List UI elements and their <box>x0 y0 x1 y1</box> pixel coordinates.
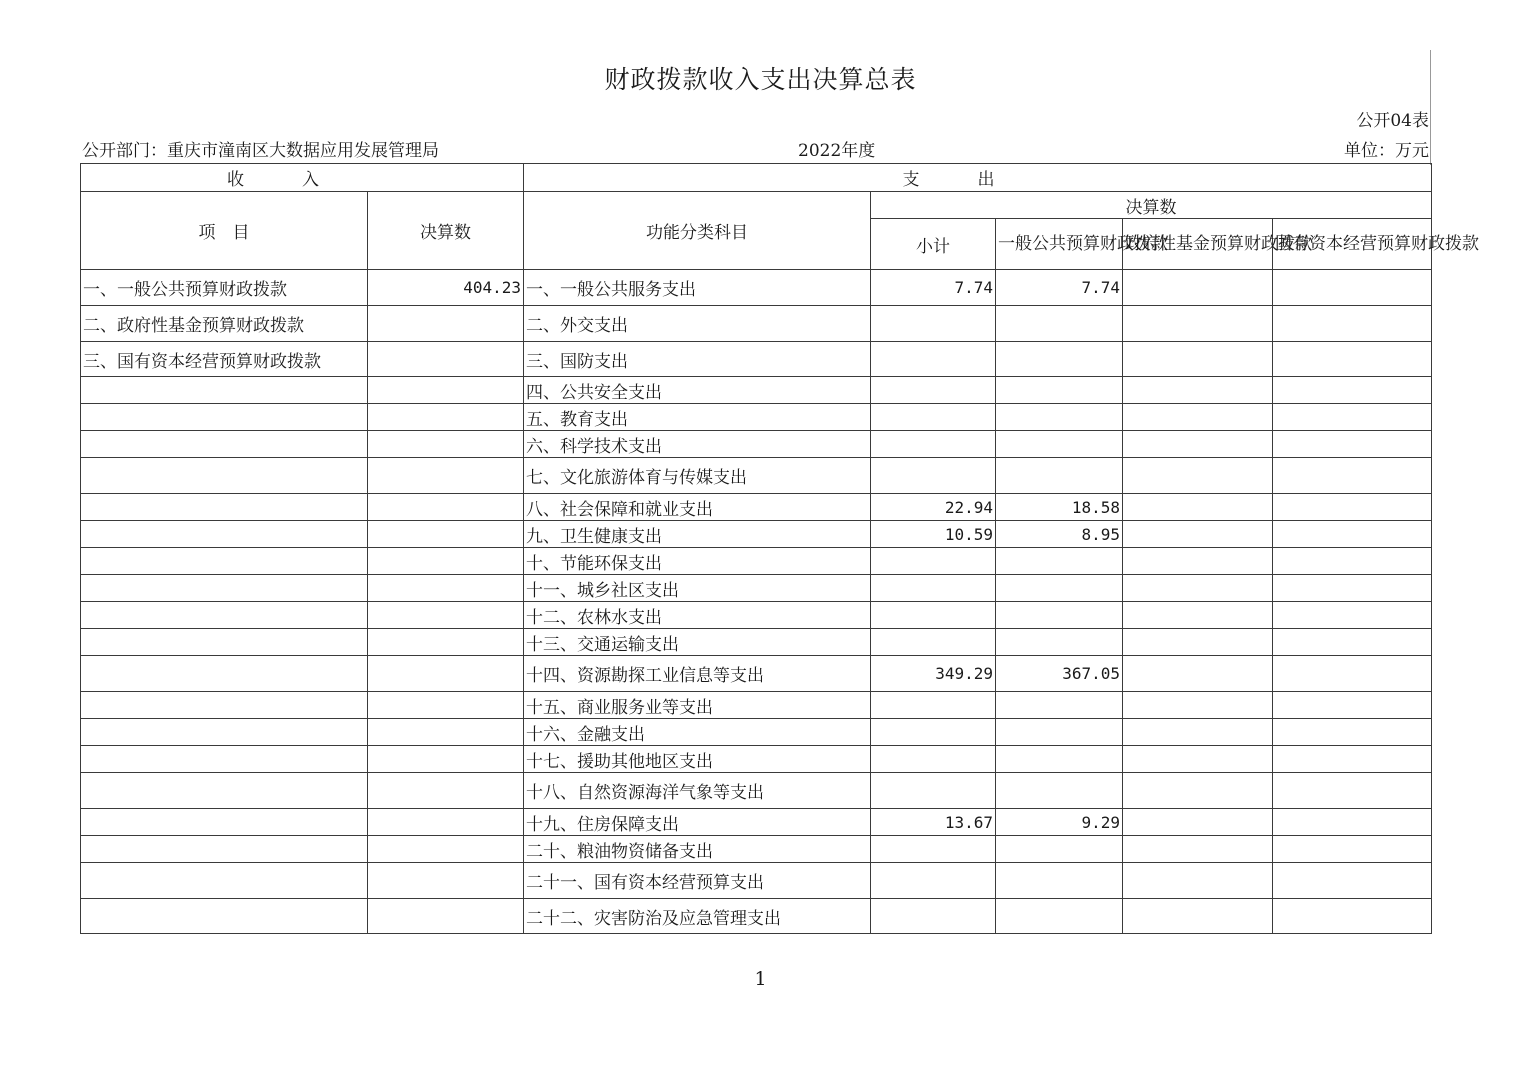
expense-item-cell: 二十二、灾害防治及应急管理支出 <box>524 899 871 934</box>
general-budget-cell <box>996 719 1123 746</box>
state-capital-cell <box>1273 404 1432 431</box>
income-item-cell <box>81 494 368 521</box>
subtotal-cell <box>871 746 996 773</box>
subtotal-cell <box>871 629 996 656</box>
general-budget-cell <box>996 575 1123 602</box>
expense-section-header: 支出 <box>524 164 1432 192</box>
income-item-cell <box>81 602 368 629</box>
table-row <box>81 575 1432 602</box>
general-budget-cell: 18.58 <box>996 494 1123 521</box>
general-budget-cell <box>996 342 1123 377</box>
expense-item-cell: 十九、住房保障支出 <box>524 809 871 836</box>
general-budget-cell <box>996 836 1123 863</box>
income-amount-cell <box>368 306 524 342</box>
gov-fund-cell <box>1123 377 1273 404</box>
income-amount-cell <box>368 377 524 404</box>
income-item-cell <box>81 692 368 719</box>
income-item-cell <box>81 746 368 773</box>
general-budget-cell <box>996 306 1123 342</box>
gov-fund-cell <box>1123 773 1273 809</box>
state-capital-cell <box>1273 306 1432 342</box>
subtotal-cell <box>871 342 996 377</box>
expense-item-cell: 四、公共安全支出 <box>524 377 871 404</box>
expense-item-cell: 二、外交支出 <box>524 306 871 342</box>
table-row <box>81 746 1432 773</box>
income-item-cell: 三、国有资本经营预算财政拨款 <box>81 342 368 377</box>
gov-fund-cell <box>1123 863 1273 899</box>
income-item-cell <box>81 656 368 692</box>
general-budget-cell <box>996 548 1123 575</box>
subtotal-cell: 10.59 <box>871 521 996 548</box>
table-row <box>81 306 1432 342</box>
general-budget-cell <box>996 746 1123 773</box>
state-capital-cell <box>1273 746 1432 773</box>
income-amount-cell <box>368 521 524 548</box>
state-capital-cell <box>1273 548 1432 575</box>
gov-fund-cell <box>1123 458 1273 494</box>
expense-item-cell: 十一、城乡社区支出 <box>524 575 871 602</box>
gov-fund-cell <box>1123 548 1273 575</box>
state-capital-cell <box>1273 494 1432 521</box>
gov-fund-cell <box>1123 746 1273 773</box>
gov-fund-cell <box>1123 404 1273 431</box>
table-row <box>81 629 1432 656</box>
table-row <box>81 692 1432 719</box>
table-row <box>81 431 1432 458</box>
gov-fund-cell <box>1123 494 1273 521</box>
income-item-cell <box>81 521 368 548</box>
gov-fund-cell <box>1123 306 1273 342</box>
general-budget-cell: 9.29 <box>996 809 1123 836</box>
income-amount-cell <box>368 548 524 575</box>
income-amount-cell <box>368 629 524 656</box>
expense-item-cell: 十五、商业服务业等支出 <box>524 692 871 719</box>
income-amount-cell <box>368 431 524 458</box>
income-amount-cell <box>368 692 524 719</box>
income-item-cell <box>81 719 368 746</box>
income-amount-cell <box>368 458 524 494</box>
subtotal-cell <box>871 306 996 342</box>
subtotal-cell: 13.67 <box>871 809 996 836</box>
state-capital-cell <box>1273 899 1432 934</box>
state-capital-cell <box>1273 458 1432 494</box>
income-section-header: 收入 <box>81 164 524 192</box>
general-budget-cell <box>996 431 1123 458</box>
state-capital-cell <box>1273 809 1432 836</box>
table-row <box>81 863 1432 899</box>
expense-item-cell: 十二、农林水支出 <box>524 602 871 629</box>
gov-fund-cell <box>1123 836 1273 863</box>
subtotal-header: 小计 <box>871 219 996 270</box>
gov-fund-cell <box>1123 521 1273 548</box>
gov-fund-budget-header: 政府性基金预算财政拨款 <box>1123 219 1273 270</box>
state-capital-cell <box>1273 692 1432 719</box>
subtotal-cell: 7.74 <box>871 270 996 306</box>
gov-fund-cell <box>1123 602 1273 629</box>
general-budget-cell <box>996 377 1123 404</box>
income-item-cell <box>81 548 368 575</box>
form-number: 公开04表 <box>1356 111 1429 131</box>
expense-item-cell: 五、教育支出 <box>524 404 871 431</box>
income-item-cell: 二、政府性基金预算财政拨款 <box>81 306 368 342</box>
state-capital-cell <box>1273 270 1432 306</box>
table-row <box>81 494 1432 521</box>
subtotal-cell <box>871 431 996 458</box>
expense-item-cell: 九、卫生健康支出 <box>524 521 871 548</box>
income-item-cell <box>81 899 368 934</box>
gov-fund-cell <box>1123 656 1273 692</box>
general-budget-cell <box>996 458 1123 494</box>
income-item-cell <box>81 809 368 836</box>
gov-fund-cell <box>1123 692 1273 719</box>
item-header: 项 目 <box>81 192 368 270</box>
gov-fund-cell <box>1123 719 1273 746</box>
table-row <box>81 404 1432 431</box>
function-category-header: 功能分类科目 <box>524 192 871 270</box>
table-row <box>81 899 1432 934</box>
general-budget-cell: 367.05 <box>996 656 1123 692</box>
income-item-cell <box>81 575 368 602</box>
table-row <box>81 548 1432 575</box>
table-row <box>81 836 1432 863</box>
subtotal-cell: 349.29 <box>871 656 996 692</box>
final-amount-header: 决算数 <box>871 192 1432 219</box>
income-item-cell <box>81 404 368 431</box>
table-row <box>81 602 1432 629</box>
state-capital-cell <box>1273 629 1432 656</box>
expense-item-cell: 一、一般公共服务支出 <box>524 270 871 306</box>
subtotal-cell <box>871 575 996 602</box>
gov-fund-cell <box>1123 809 1273 836</box>
expense-item-cell: 六、科学技术支出 <box>524 431 871 458</box>
table-row <box>81 342 1432 377</box>
state-capital-cell <box>1273 342 1432 377</box>
subtotal-cell <box>871 836 996 863</box>
appropriation-summary-table <box>80 163 1479 934</box>
gov-fund-cell <box>1123 431 1273 458</box>
expense-item-cell: 十七、援助其他地区支出 <box>524 746 871 773</box>
subtotal-cell <box>871 899 996 934</box>
general-budget-cell: 7.74 <box>996 270 1123 306</box>
subtotal-cell <box>871 773 996 809</box>
expense-item-cell: 二十一、国有资本经营预算支出 <box>524 863 871 899</box>
income-item-cell <box>81 836 368 863</box>
general-budget-cell <box>996 899 1123 934</box>
income-amount-cell <box>368 656 524 692</box>
state-capital-cell <box>1273 602 1432 629</box>
income-amount-cell <box>368 575 524 602</box>
table-row <box>81 377 1432 404</box>
income-item-cell <box>81 773 368 809</box>
income-item-cell <box>81 629 368 656</box>
state-capital-cell <box>1273 521 1432 548</box>
page-title: 财政拨款收入支出决算总表 <box>604 65 917 94</box>
expense-item-cell: 十、节能环保支出 <box>524 548 871 575</box>
income-amount-cell <box>368 899 524 934</box>
table-row <box>81 521 1432 548</box>
gov-fund-cell <box>1123 575 1273 602</box>
income-amount-cell <box>368 602 524 629</box>
subtotal-cell <box>871 602 996 629</box>
table-row <box>81 270 1432 306</box>
state-capital-cell <box>1273 719 1432 746</box>
expense-item-cell: 十六、金融支出 <box>524 719 871 746</box>
general-budget-cell: 8.95 <box>996 521 1123 548</box>
income-amount-cell <box>368 342 524 377</box>
subtotal-cell <box>871 548 996 575</box>
table-row <box>81 458 1432 494</box>
general-budget-cell <box>996 602 1123 629</box>
subtotal-cell <box>871 404 996 431</box>
general-budget-cell <box>996 773 1123 809</box>
expense-item-cell: 二十、粮油物资储备支出 <box>524 836 871 863</box>
income-amount-cell <box>368 719 524 746</box>
gov-fund-cell <box>1123 899 1273 934</box>
subtotal-cell <box>871 863 996 899</box>
department-label: 公开部门：重庆市潼南区大数据应用发展管理局 <box>82 141 439 161</box>
table-row <box>81 656 1432 692</box>
expense-item-cell: 七、文化旅游体育与传媒支出 <box>524 458 871 494</box>
expense-item-cell: 十八、自然资源海洋气象等支出 <box>524 773 871 809</box>
general-budget-cell <box>996 863 1123 899</box>
state-capital-cell <box>1273 773 1432 809</box>
expense-item-cell: 十三、交通运输支出 <box>524 629 871 656</box>
unit-label: 单位：万元 <box>1344 141 1429 161</box>
income-amount-cell <box>368 494 524 521</box>
income-item-cell <box>81 431 368 458</box>
income-amount-cell <box>368 746 524 773</box>
income-amount-cell <box>368 404 524 431</box>
subtotal-cell <box>871 458 996 494</box>
income-amount-cell <box>368 773 524 809</box>
subtotal-cell: 22.94 <box>871 494 996 521</box>
state-capital-cell <box>1273 377 1432 404</box>
expense-item-cell: 十四、资源勘探工业信息等支出 <box>524 656 871 692</box>
state-capital-cell <box>1273 575 1432 602</box>
table-row <box>81 719 1432 746</box>
subtotal-cell <box>871 377 996 404</box>
income-item-cell: 一、一般公共预算财政拨款 <box>81 270 368 306</box>
table-row <box>81 809 1432 836</box>
income-amount-cell <box>368 809 524 836</box>
state-capital-budget-header: 国有资本经营预算财政拨款 <box>1273 219 1432 270</box>
general-budget-cell <box>996 404 1123 431</box>
gov-fund-cell <box>1123 629 1273 656</box>
income-amount-cell <box>368 836 524 863</box>
income-item-cell <box>81 377 368 404</box>
general-budget-cell <box>996 692 1123 719</box>
expense-item-cell: 八、社会保障和就业支出 <box>524 494 871 521</box>
table-row <box>81 773 1432 809</box>
state-capital-cell <box>1273 431 1432 458</box>
state-capital-cell <box>1273 863 1432 899</box>
state-capital-cell <box>1273 656 1432 692</box>
income-amount-cell: 404.23 <box>368 270 524 306</box>
fiscal-year: 2022年度 <box>798 141 876 161</box>
income-amount-cell <box>368 863 524 899</box>
gov-fund-cell <box>1123 270 1273 306</box>
state-capital-cell <box>1273 836 1432 863</box>
gov-fund-cell <box>1123 342 1273 377</box>
general-budget-cell <box>996 629 1123 656</box>
subtotal-cell <box>871 719 996 746</box>
amount-header: 决算数 <box>368 192 524 270</box>
expense-item-cell: 三、国防支出 <box>524 342 871 377</box>
page-number: 1 <box>754 968 767 990</box>
general-public-budget-header: 一般公共预算财政拨款 <box>996 219 1123 270</box>
income-item-cell <box>81 863 368 899</box>
income-item-cell <box>81 458 368 494</box>
subtotal-cell <box>871 692 996 719</box>
